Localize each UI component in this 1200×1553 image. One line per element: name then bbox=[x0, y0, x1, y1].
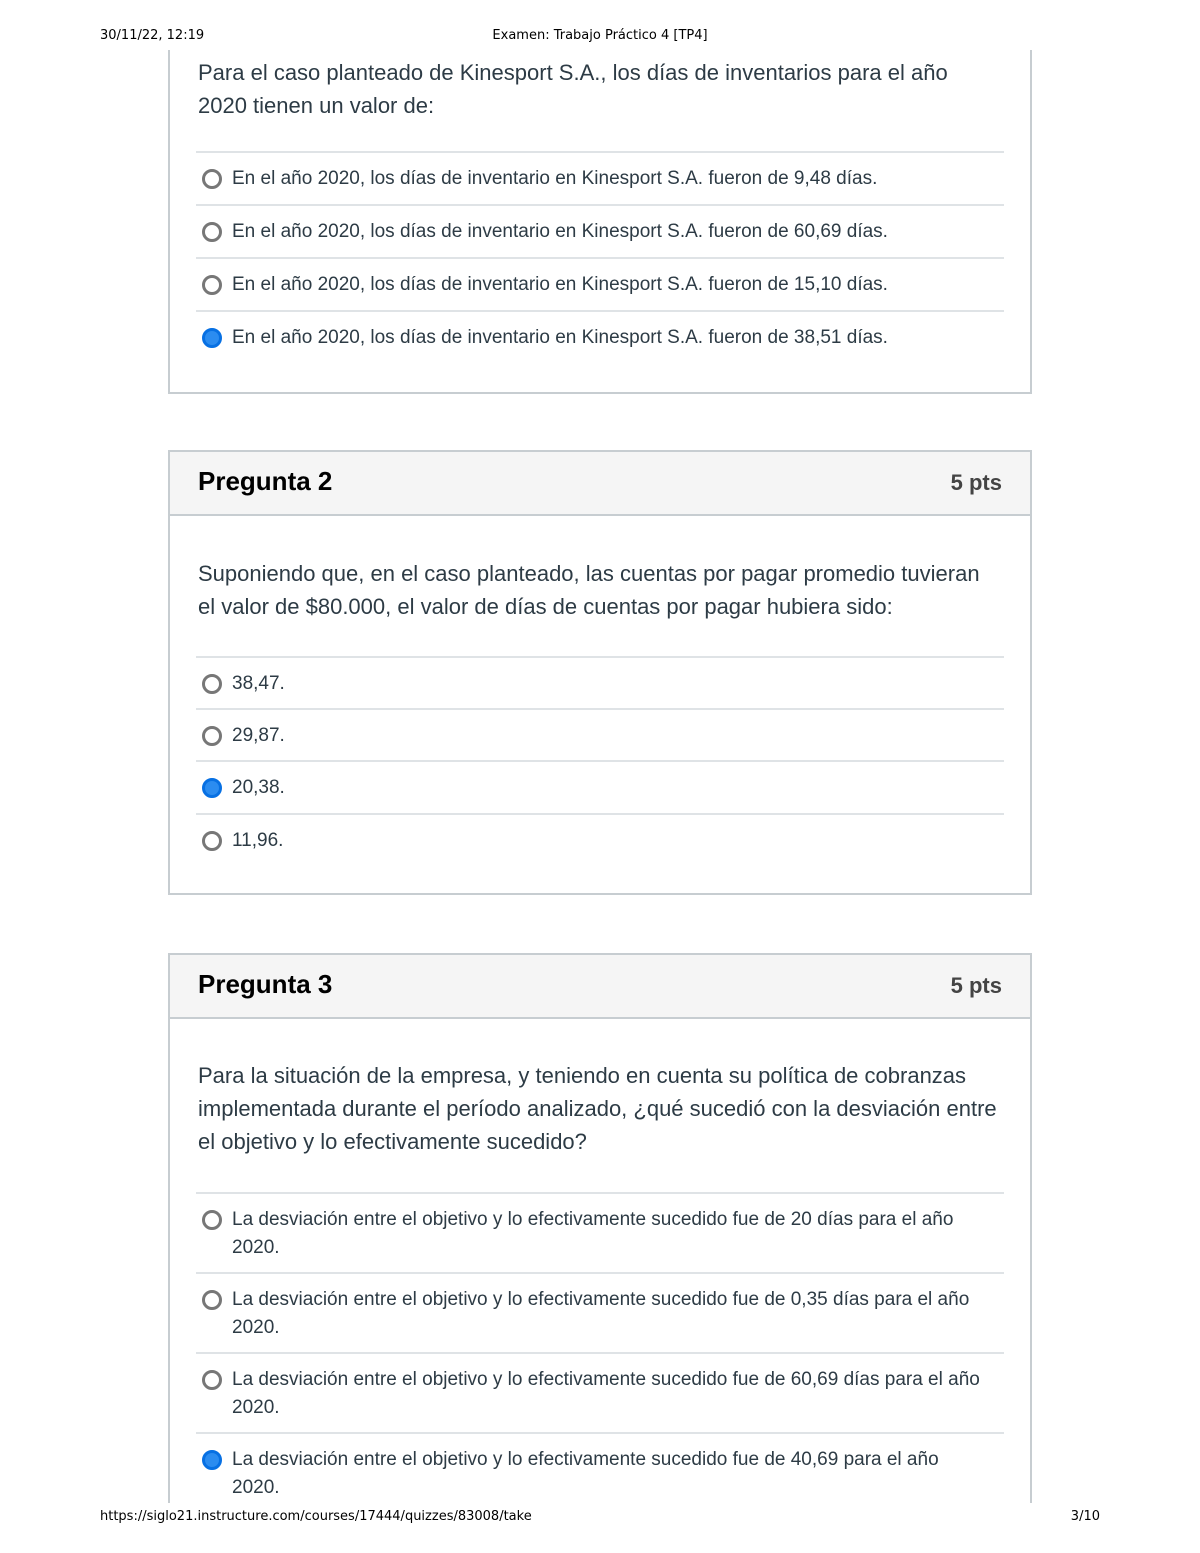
question-2-answers bbox=[196, 656, 1004, 866]
print-header bbox=[100, 28, 1100, 46]
radio-button[interactable] bbox=[202, 1370, 222, 1390]
radio-button-selected[interactable] bbox=[202, 1450, 222, 1470]
question-1-answers bbox=[196, 151, 1004, 363]
print-footer bbox=[100, 1509, 1100, 1527]
question-1-text: Para el caso planteado de Kinesport S.A., los días de inventarios para el año 2020 tienen un valor de: bbox=[198, 60, 948, 118]
answer-option[interactable]: En el año 2020, los días de inventario en Kinesport S.A. fueron de 60,69 días. bbox=[196, 204, 1004, 257]
radio-button[interactable] bbox=[202, 1290, 222, 1310]
answer-option-selected[interactable]: 20,38. bbox=[196, 760, 1004, 813]
answer-option-selected[interactable]: En el año 2020, los días de inventario en Kinesport S.A. fueron de 38,51 días. bbox=[196, 310, 1004, 363]
question-title: Pregunta 3 bbox=[198, 969, 333, 999]
radio-button[interactable] bbox=[202, 726, 222, 746]
question-3-text: Para la situación de la empresa, y teniendo en cuenta su política de cobranzas implementada durante el período analizado, ¿qué sucedió con la desviación entre el objetivo y lo efectivamente sucedido? bbox=[198, 1063, 997, 1154]
radio-button[interactable] bbox=[202, 275, 222, 295]
answer-option[interactable]: La desviación entre el objetivo y lo efectivamente sucedido fue de 60,69 días para el año 2020. bbox=[196, 1352, 1004, 1432]
radio-button-selected[interactable] bbox=[202, 328, 222, 348]
answer-option[interactable]: 38,47. bbox=[196, 656, 1004, 708]
print-title: Examen: Trabajo Práctico 4 [TP4] bbox=[492, 28, 708, 43]
radio-button[interactable] bbox=[202, 169, 222, 189]
answer-option-selected[interactable]: La desviación entre el objetivo y lo efectivamente sucedido fue de 40,69 para el año 2020. bbox=[196, 1432, 1004, 1504]
answer-option[interactable]: 29,87. bbox=[196, 708, 1004, 760]
question-3-header bbox=[170, 955, 1030, 1019]
answer-option[interactable]: 11,96. bbox=[196, 813, 1004, 866]
print-page-number: 3/10 bbox=[1070, 1509, 1100, 1524]
radio-button[interactable] bbox=[202, 222, 222, 242]
question-2-text: Suponiendo que, en el caso planteado, las cuentas por pagar promedio tuvieran el valor de $80.000, el valor de días de cuentas por pagar hubiera sido: bbox=[198, 561, 980, 619]
question-3-answers bbox=[196, 1192, 1004, 1504]
answer-option[interactable]: La desviación entre el objetivo y lo efectivamente sucedido fue de 0,35 días para el año 2020. bbox=[196, 1272, 1004, 1352]
question-points: 5 pts bbox=[950, 470, 1002, 495]
question-1 bbox=[168, 50, 1032, 394]
print-datetime: 30/11/22, 12:19 bbox=[100, 28, 205, 43]
answer-option[interactable]: La desviación entre el objetivo y lo efectivamente sucedido fue de 20 días para el año 2020. bbox=[196, 1192, 1004, 1272]
print-url: https://siglo21.instructure.com/courses/17444/quizzes/83008/take bbox=[100, 1509, 532, 1524]
answer-option[interactable]: En el año 2020, los días de inventario en Kinesport S.A. fueron de 9,48 días. bbox=[196, 151, 1004, 204]
question-title: Pregunta 2 bbox=[198, 466, 333, 496]
question-2-header bbox=[170, 452, 1030, 516]
radio-button[interactable] bbox=[202, 831, 222, 851]
radio-button[interactable] bbox=[202, 674, 222, 694]
radio-button[interactable] bbox=[202, 1210, 222, 1230]
question-2 bbox=[168, 450, 1032, 895]
answer-option[interactable]: En el año 2020, los días de inventario en Kinesport S.A. fueron de 15,10 días. bbox=[196, 257, 1004, 310]
question-points: 5 pts bbox=[950, 973, 1002, 998]
question-3 bbox=[168, 953, 1032, 1503]
radio-button-selected[interactable] bbox=[202, 778, 222, 798]
